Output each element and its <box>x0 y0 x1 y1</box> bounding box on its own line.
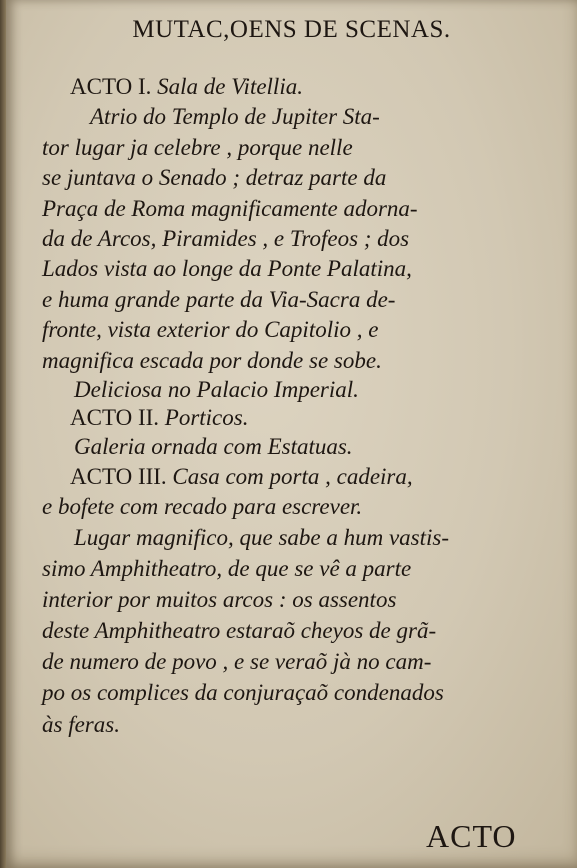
book-page <box>6 0 577 868</box>
text-line: tor lugar ja celebre , porque nelle <box>42 135 353 160</box>
text-line <box>70 405 248 431</box>
act-label: ACTO I. <box>70 74 158 99</box>
text-line: simo Amphitheatro, de que se vê a parte <box>42 556 412 581</box>
text-line: de numero de povo , e se veraõ jà no cam- <box>42 649 432 674</box>
text-line: fronte, vista exterior do Capitolio , e <box>42 317 379 342</box>
act-label: ACTO II. <box>70 405 165 430</box>
text-line: Galeria ornada com Estatuas. <box>74 434 353 459</box>
text-line: po os complices da conjuraçaõ condenados <box>42 680 444 705</box>
text-line <box>70 464 413 490</box>
scene-text: Porticos. <box>164 405 249 430</box>
catchword: ACTO <box>426 818 517 854</box>
text-line: e bofete com recado para escrever. <box>42 494 363 519</box>
text-line: deste Amphitheatro estaraõ cheyos de grã- <box>42 618 437 643</box>
text-line: Deliciosa no Palacio Imperial. <box>74 377 359 402</box>
text-line: interior por muitos arcos : os assentos <box>42 587 397 612</box>
text-line: Atrio do Templo de Jupiter Sta- <box>90 104 380 129</box>
text-line: às feras. <box>42 712 120 737</box>
text-line <box>70 74 303 100</box>
scene-text: Sala de Vitellia. <box>157 74 303 99</box>
text-line: da de Arcos, Piramides , e Trofeos ; dos <box>42 226 410 251</box>
text-line: Lugar magnifico, que sabe a hum vastis- <box>74 525 450 550</box>
text-line: Lados vista ao longe da Ponte Palatina, <box>42 256 412 281</box>
page-heading: MUTAC,OENS DE SCENAS. <box>132 16 451 43</box>
act-label: ACTO III. <box>70 464 173 489</box>
text-line: se juntava o Senado ; detraz parte da <box>42 165 387 190</box>
text-line: magnifica escada por donde se sobe. <box>42 348 382 373</box>
scene-text: Casa com porta , cadeira, <box>172 464 413 489</box>
text-line: e huma grande parte da Via-Sacra de- <box>42 287 396 312</box>
text-line: Praça de Roma magnificamente adorna- <box>42 196 418 221</box>
